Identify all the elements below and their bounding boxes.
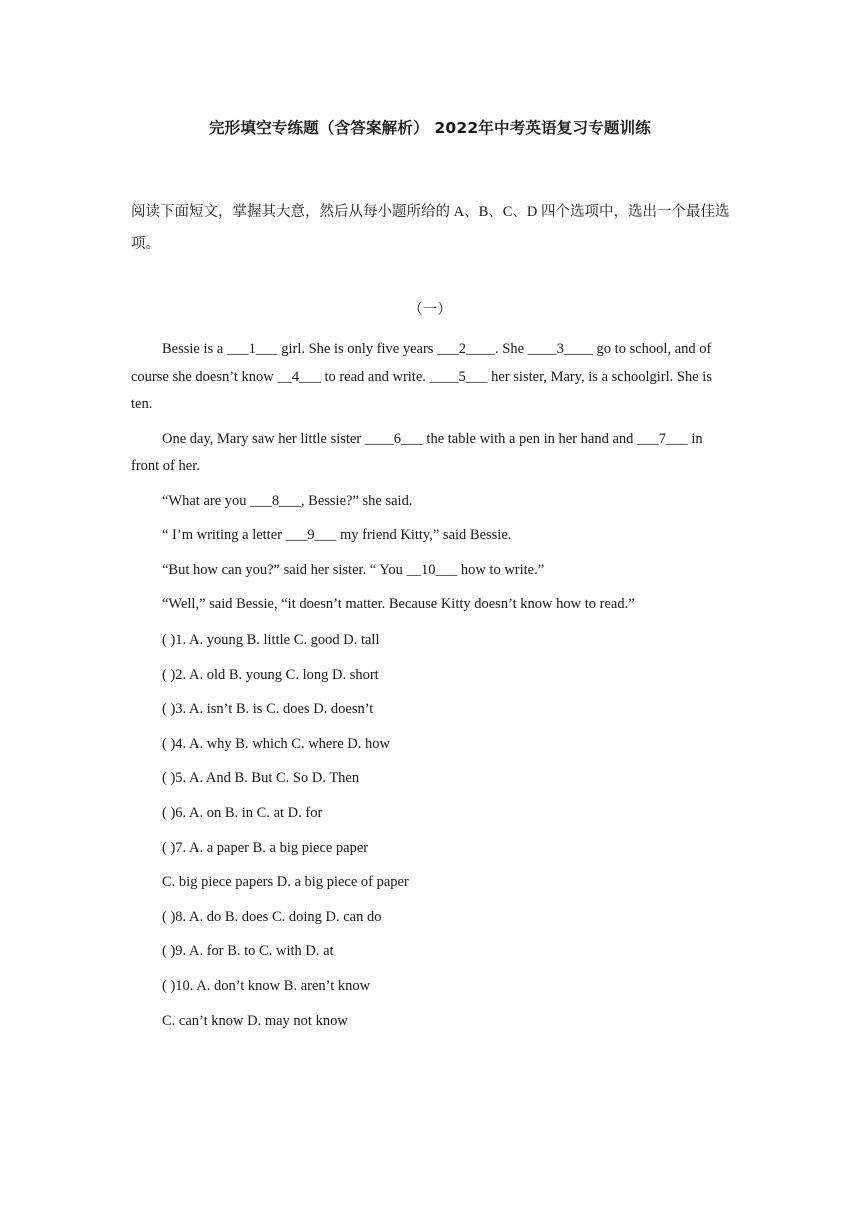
passage-paragraph: “What are you ___8___, Bessie?” she said. — [162, 492, 413, 509]
passage-paragraph: “But how can you?” said her sister. “ You __10___ how to write.” — [162, 561, 545, 578]
passage-paragraph: “Well,” said Bessie, “it doesn’t matter. Because Kitty doesn’t know how to read.” — [162, 596, 635, 612]
document-title: 完形填空专练题（含答案解析） 2022年中考英语复习专题训练 — [208, 119, 652, 137]
passage — [131, 336, 727, 619]
section-label: （一） — [408, 302, 452, 318]
option-line: ( )8. A. do B. does C. doing D. can do — [162, 908, 382, 925]
option-line: ( )4. A. why B. which C. where D. how — [162, 735, 390, 752]
option-line: C. big piece papers D. a big piece of paper — [162, 874, 409, 891]
passage-paragraph: One day, Mary saw her little sister ____6___ the table with a pen in her hand and ___7___ in front of her. — [131, 430, 703, 474]
question-options — [162, 626, 722, 1041]
option-line: ( )7. A. a paper B. a big piece paper — [162, 839, 369, 856]
option-line: ( )9. A. for B. to C. with D. at — [162, 943, 334, 960]
instructions-text: 阅读下面短文，掌握其大意，然后从每小题所给的 A、B、C、D 四个选项中，选出一个最佳选项。 — [131, 204, 730, 252]
option-line: ( )5. A. And B. But C. So D. Then — [162, 770, 360, 787]
option-line: ( )2. A. old B. young C. long D. short — [162, 666, 379, 683]
option-line: ( )6. A. on B. in C. at D. for — [162, 804, 323, 821]
option-line: ( )3. A. isn’t B. is C. does D. doesn’t — [162, 701, 374, 718]
passage-paragraph: “ I’m writing a letter ___9___ my friend Kitty,” said Bessie. — [162, 527, 512, 543]
passage-paragraph: Bessie is a ___1___ girl. She is only five years ___2____. She ____3____ go to school, and of course she doesn’t know __4___ to read and write. ____5___ her sister, Mary, is a schoolgirl. She is ten. — [131, 341, 712, 412]
option-line: C. can’t know D. may not know — [162, 1012, 348, 1029]
option-line: ( )10. A. don’t know B. aren’t know — [162, 977, 371, 994]
option-line: ( )1. A. young B. little C. good D. tall — [162, 632, 380, 648]
